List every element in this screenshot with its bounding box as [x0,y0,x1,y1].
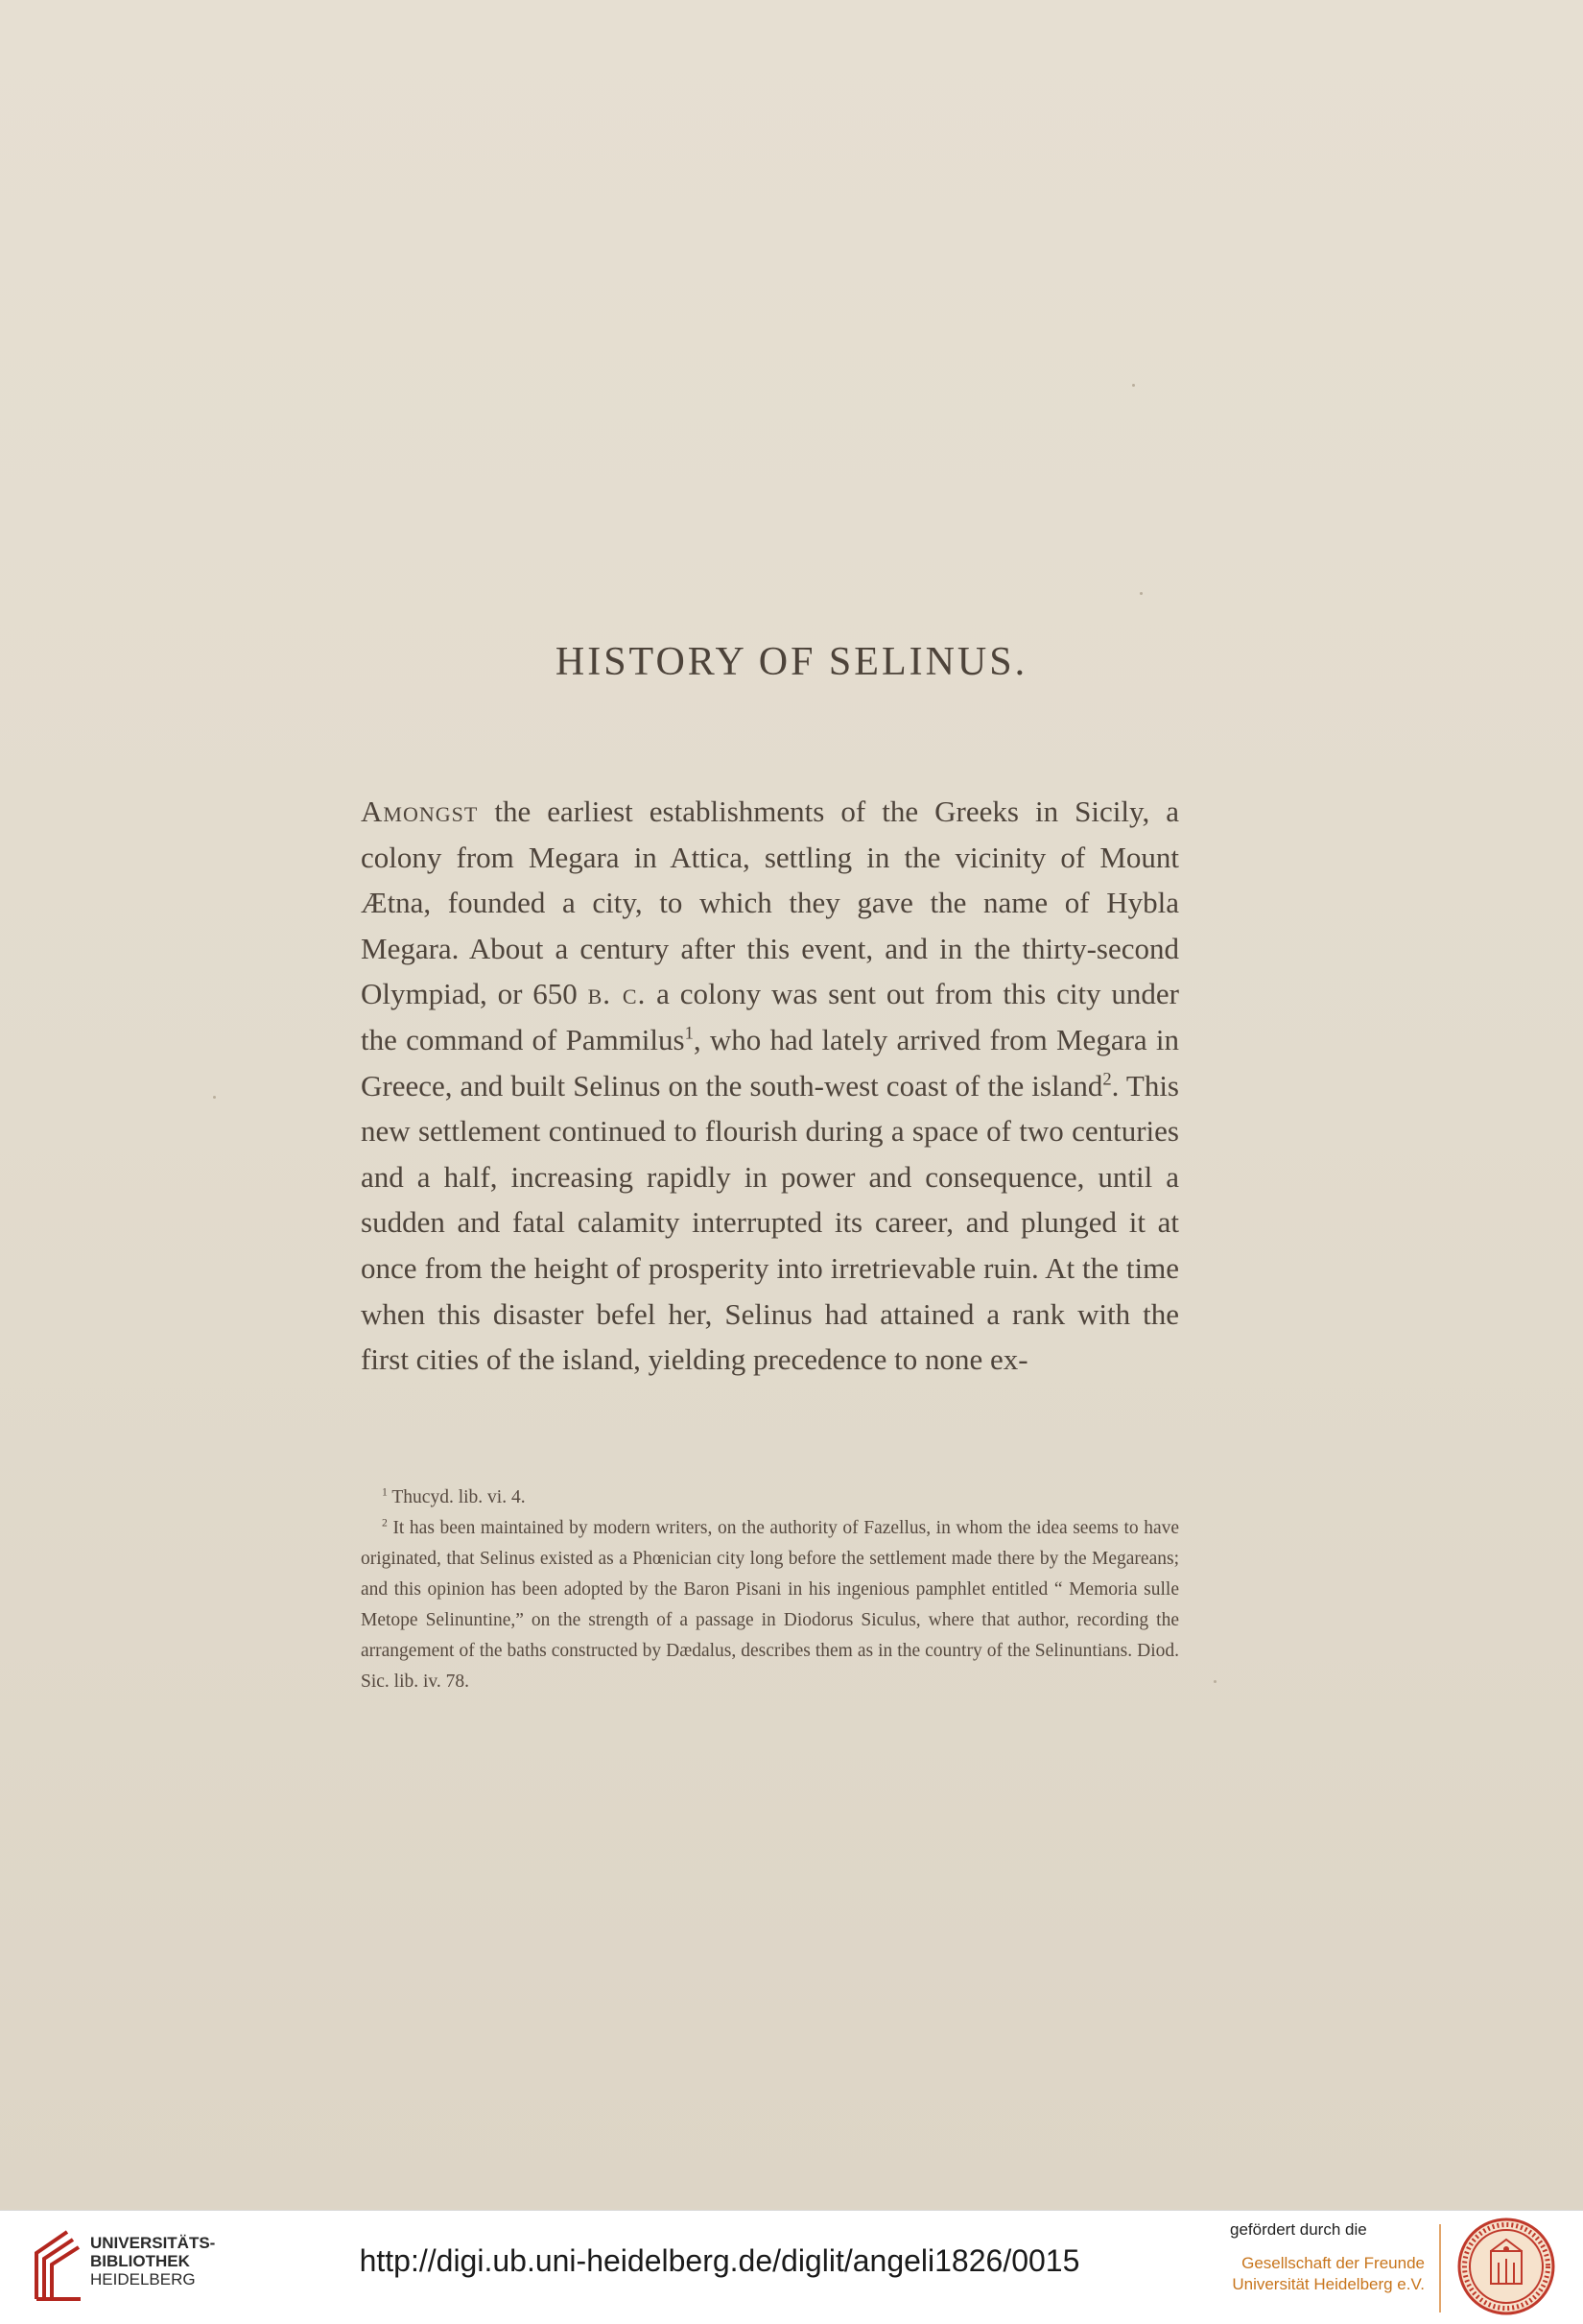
footnote-text: It has been maintained by modern writers, on the authority of Fazellus, in whom the idea seems to have originated, that Selinus existed as a Phœnician city long before the settlement made there by the Megareans; and this opinion has been adopted by the Baron Pisani in his ingenious pamphlet entitled “ Memoria sulle Metope Selinuntine,” on the strength of a passage in Diodorus Siculus, where that author, recording the arrangement of the baths constructed by Dædalus, describes them as in the country of the Selinuntians. Diod. Sic. lib. iv. 78. [361,1518,1180,1692]
body-part-2: a colony was sent out from this city under the command of Pammilus [361,977,1179,1056]
library-name [90,2234,215,2288]
sponsor-line-1: Gesellschaft der Freunde [1241,2254,1425,2272]
footnote-text: Thucyd. lib. vi. 4. [391,1487,526,1507]
bc-abbrev: b. c. [587,977,647,1011]
paper-speck [1214,1680,1217,1683]
library-line-1: UNIVERSITÄTS- [90,2234,216,2252]
footnote-ref-1[interactable]: 1 [684,1023,694,1044]
body-part-4: . This new settlement continued to flourish during a space of two centuries and a half, increasing rapidly in power and consequence, until a sudden and fatal calamity interrupted its career, and plunged it at once from the height of prosperity into irretrievable ruin. At the time when this disaster befel her, Selinus had attained a rank with the first cities of the island, yielding precedence to none ex- [361,1068,1179,1377]
lead-word: Amongst [361,794,479,828]
body-part-3: , who had lately arrived from Megara in Greece, and built Selinus on the south-west coast of the island [361,1022,1179,1103]
library-line-3: HEIDELBERG [90,2270,196,2288]
paper-speck [1140,592,1143,595]
university-seal-icon[interactable] [1456,2217,1556,2316]
footnote-1 [361,1482,1179,1513]
footnotes [361,1482,1179,1697]
ub-logo-icon[interactable] [29,2224,84,2307]
paper-speck [213,1096,216,1099]
library-line-2: BIBLIOTHEK [90,2252,190,2270]
sponsor-line-2: Universität Heidelberg e.V. [1232,2275,1425,2293]
page-title: HISTORY OF SELINUS. [555,640,1028,684]
footnote-marker: 2 [382,1516,388,1530]
page-url-link[interactable]: http://digi.ub.uni-heidelberg.de/diglit/angeli1826/0015 [359,2243,1080,2278]
footnote-ref-2[interactable]: 2 [1102,1069,1112,1090]
footnote-marker: 1 [382,1485,388,1499]
main-paragraph [361,789,1179,1383]
sponsor-name[interactable] [1218,2253,1425,2295]
footnote-2 [361,1513,1179,1697]
footer-divider [1439,2224,1441,2312]
body-part-1: the earliest establishments of the Greeks in Sicily, a colony from Megara in Attica, settling in the vicinity of Mount Ætna, founded a city, to which they gave the name of Hybla Megara. About a century after this event, and in the thirty-second Olympiad, or 650 [361,794,1179,1011]
paper-speck [1132,384,1135,387]
sponsor-label: gefördert durch die [1230,2220,1367,2239]
